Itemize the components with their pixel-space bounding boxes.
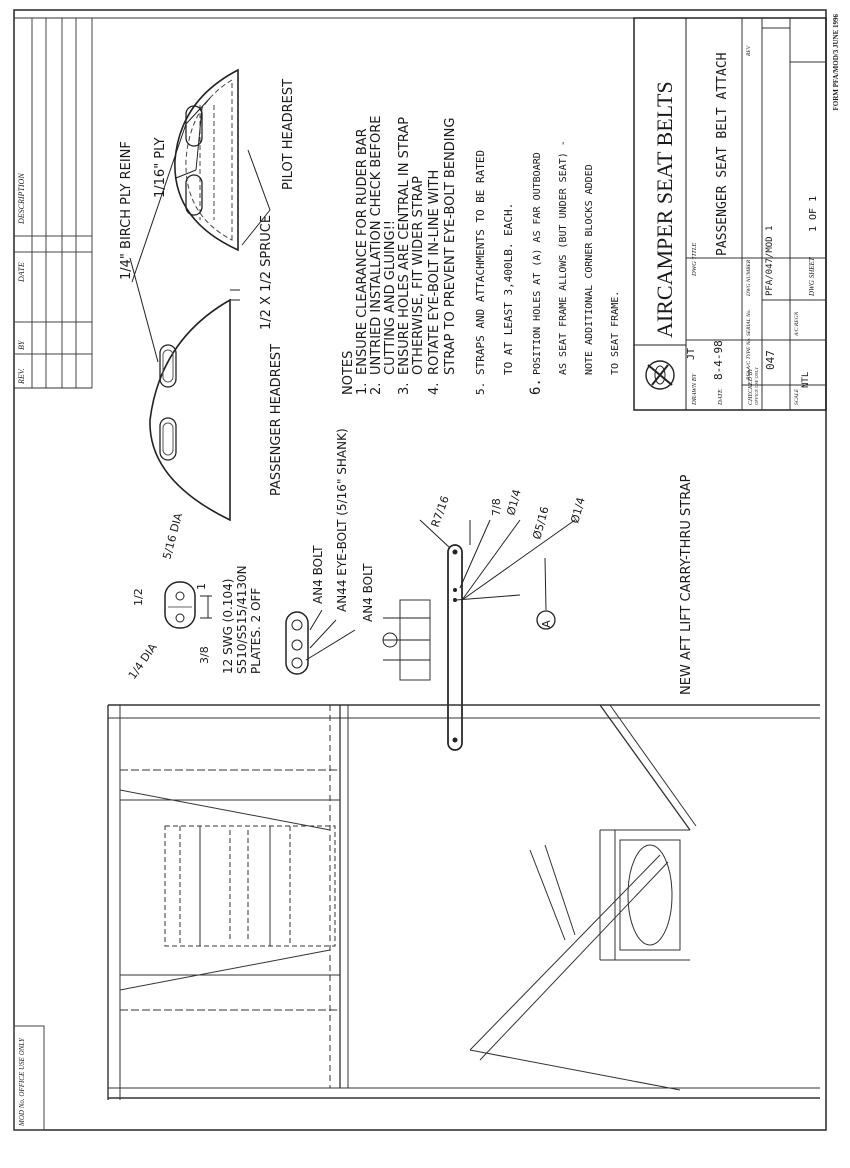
strap-dim-dia-5-16: Ø5/16 [530,505,552,541]
pfa-type-value: 047 [764,350,777,370]
plate-line-3: PLATES. 2 OFF [249,587,263,674]
rev-label: REV [746,45,752,56]
plate-line-2: S510/S515/4130N [235,565,249,674]
note-6-line-1: POSITION HOLES AT (A) AS FAR OUTBOARD [532,152,543,375]
drawn-by-value: JT [686,347,697,360]
position-a-label: A [540,620,553,628]
serial-label: SERIAL No. [746,309,752,336]
spruce-dim: 1/2 X 1/2 SPRUCE [259,214,274,330]
pilot-headrest-title: PILOT HEADREST [281,78,296,190]
note-2-num: 2. [369,382,384,395]
passenger-headrest-drawing [130,215,284,520]
dwg-number-label: DWG NUMBER [746,259,752,296]
ply-callout: 1/16" PLY [153,137,168,198]
drawn-by-label: DRAWN BY [691,373,698,405]
rev-header: REV. [17,368,26,384]
date-label: DATE [717,388,724,405]
note-6-line-3: NOTE ADDITIONAL CORNER BLOCKS ADDED [584,164,595,375]
dwg-sheet-label: DWG SHEET [808,257,816,296]
note-6-line-4: TO SEAT FRAME. [610,290,621,375]
by-header: BY [17,340,26,350]
note-6-line-2: AS SEAT FRAME ALLOWS (BUT UNDER SEAT) - [558,140,569,375]
passenger-headrest-title: PASSENGER HEADREST [269,343,284,496]
note-3-line-1: ENSURE HOLES ARE CENTRAL IN STRAP [397,116,412,375]
dwg-number-value: PFA/047/MOD 1 [765,225,775,296]
carry-thru-strap [420,474,694,750]
dwg-title-value: PASSENGER SEAT BELT ATTACH [715,52,730,256]
note-5-num: 5. [474,381,487,395]
checked-by-label: CHECKED BY [748,368,754,405]
note-6-num: 6. [528,378,544,395]
an4-bolt-callout-1: AN4 BOLT [311,545,325,604]
scale-label: SCALE [794,388,800,405]
scale-value: NTL [801,371,811,388]
title-block [634,18,826,410]
date-value: 8-4-98 [712,340,725,380]
note-2-line-2: CUTTING AND GLUING!! [383,219,398,375]
note-4-num: 4. [427,382,442,395]
notes-block [341,116,621,395]
note-4-line-2: STRAP TO PREVENT EYE-BOLT BENDING [443,117,458,375]
plate-dim-3-8: 3/8 [198,646,211,664]
plate-detail [126,511,263,682]
birch-ply-callout: 1/4" BIRCH PLY REINF [119,141,134,280]
drawing-title: AIRCAMPER SEAT BELTS [652,81,677,338]
note-2-line-1: UNTRIED INSTALLATION CHECK BEFORE [369,115,384,375]
strap-dim-7-8: 7/8 [490,498,503,516]
note-5-line-2: TO AT LEAST 3,400LB. EACH. [502,202,515,375]
note-1-line-1: ENSURE CLEARANCE FOR RUDER BAR [355,128,370,375]
ac-regn-label: A/C REGN [794,311,800,336]
note-3-num: 3. [397,382,412,395]
pfa-type-label: PFA A/C TYPE No. [746,337,752,380]
note-1-num: 1. [355,382,370,395]
strap-dim-dia-1-4-b: Ø1/4 [568,495,588,525]
office-use-label: OFFICE USE ONLY [754,367,759,405]
mod-no-label: MOD No. OFFICE USE ONLY [18,1038,26,1126]
note-3-line-2: OTHERWISE, FIT WIDER STRAP [411,176,426,375]
bolt-assembly [286,428,430,680]
mod-no-box [14,1026,44,1130]
plate-dim-one: 1 [195,583,208,590]
date-header: DATE [17,262,26,282]
plate-dim-dia-1-4: 1/4 DIA [125,641,160,682]
an4-bolt-callout-2: AN4 BOLT [361,563,375,622]
plate-dim-half: 1/2 [132,588,145,606]
description-header: DESCRIPTION [17,173,26,224]
strap-title: NEW AFT LIFT CARRY-THRU STRAP [679,474,694,695]
aircamper-logo [646,361,674,389]
an44-eyebolt-callout: AN44 EYE-BOLT (5/16" SHANK) [335,428,349,612]
strap-dim-r7-16: R7/16 [428,494,452,530]
dwg-sheet-value: 1 OF 1 [808,195,819,232]
plate-dim-dia-5-16: 5/16 DIA [160,511,186,561]
dwg-title-label: DWG TITLE [691,242,698,276]
note-5-line-1: STRAPS AND ATTACHMENTS TO BE RATED [474,149,487,375]
notes-heading: NOTES [341,350,356,395]
plate-line-1: 12 SWG (0.104) [221,578,235,674]
note-4-line-1: ROTATE EYE-BOLT IN-LINE WITH [427,169,442,375]
installation-view [108,705,820,1100]
strap-dim-dia-1-4-a: Ø1/4 [504,487,524,517]
form-header: FORM PFA/MOD/3 JUNE 1996 [832,14,840,111]
